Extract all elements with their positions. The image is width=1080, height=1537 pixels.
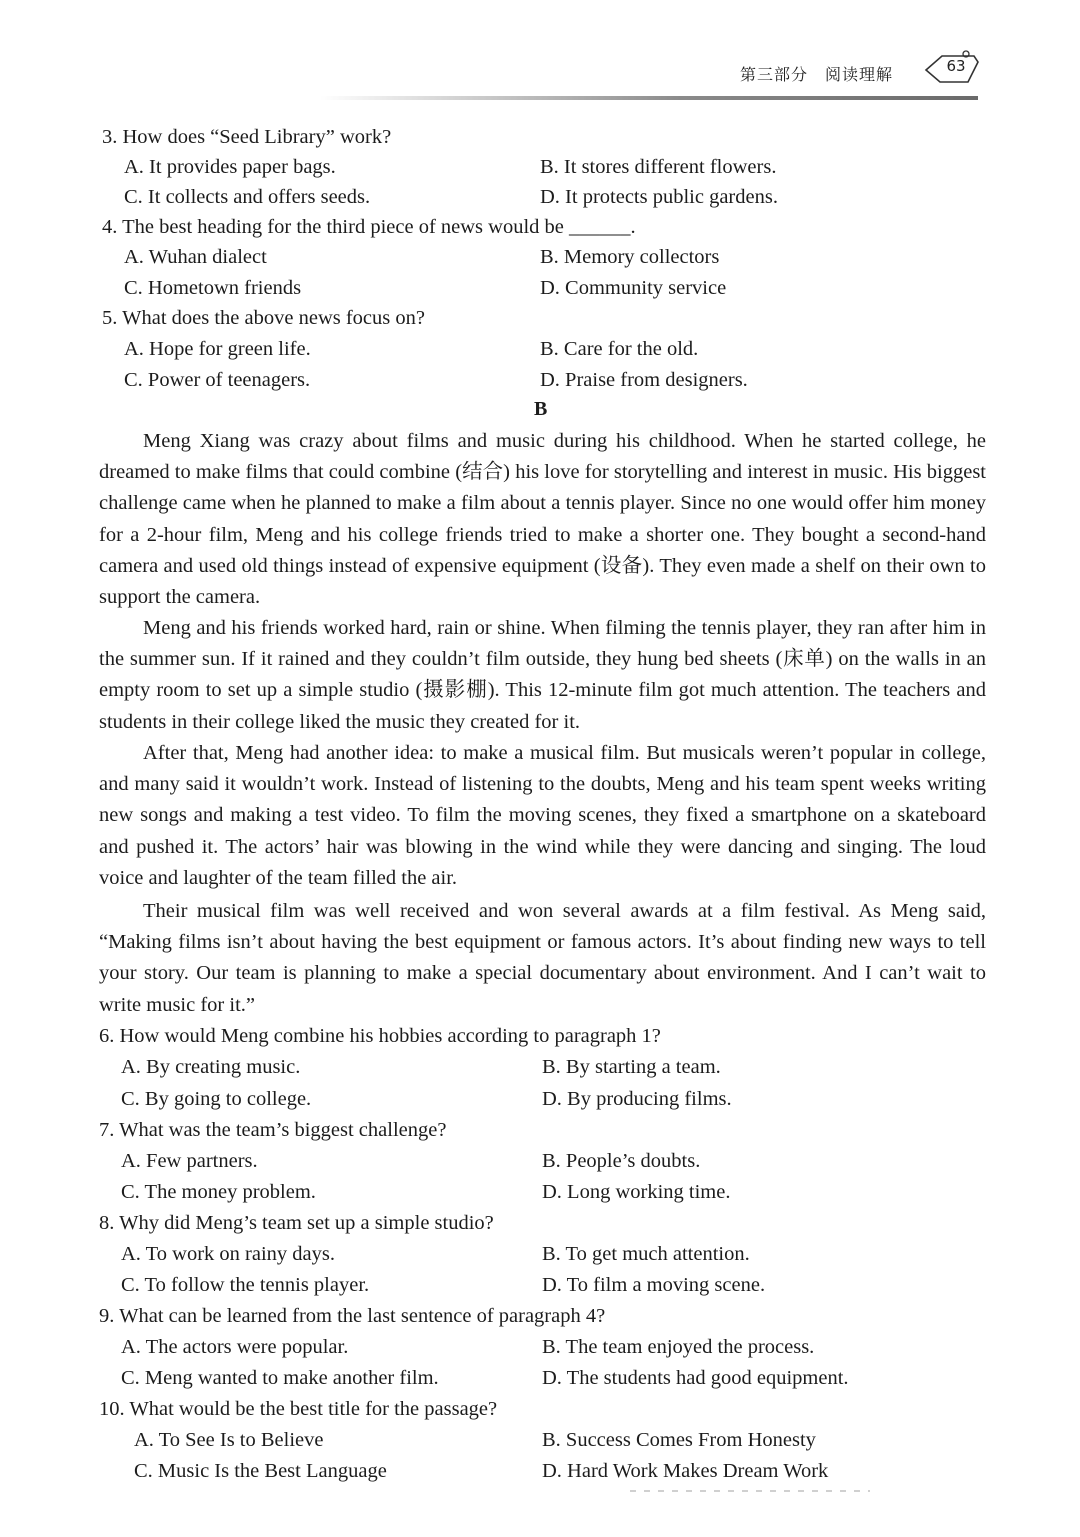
passage-label: B bbox=[534, 398, 548, 420]
option: B. Memory collectors bbox=[540, 246, 720, 268]
option: B. Care for the old. bbox=[540, 338, 699, 360]
question-stem: 5. What does the above news focus on? bbox=[102, 307, 425, 329]
option: D. Long working time. bbox=[542, 1181, 731, 1203]
question-stem: 7. What was the team’s biggest challenge? bbox=[99, 1119, 447, 1141]
option: C. Power of teenagers. bbox=[124, 369, 311, 391]
passage-paragraph-2: Meng and his friends worked hard, rain or shine. When filming the tennis player, they ran after him in the summer sun. If it rained and they couldn’t film outside, they hung bed sheets (床单) on the walls in an empty room to set up a simple studio (摄影棚). This 12-minute film got much attention. The teachers and students in their college liked the music they created for it. bbox=[99, 617, 986, 733]
option: A. By creating music. bbox=[121, 1056, 301, 1078]
option: B. People’s doubts. bbox=[542, 1150, 701, 1172]
option: C. The money problem. bbox=[121, 1181, 316, 1203]
option: B. Success Comes From Honesty bbox=[542, 1429, 816, 1451]
footer-decoration bbox=[630, 1490, 870, 1492]
option: B. The team enjoyed the process. bbox=[542, 1336, 815, 1358]
passage-paragraph-1: Meng Xiang was crazy about films and music during his childhood. When he started college, he dreamed to make films that could combine (结合) his love for storytelling and interest in music. His biggest challenge came when he planned to make a film about a tennis player. Since no one would offer him money for a 2-hour film, Meng and his college friends tried to make a shorter one. They bought a second-hand camera and used old things instead of expensive equipment (设备). They even made a shelf on their own to support the camera. bbox=[99, 430, 986, 609]
question-stem: 9. What can be learned from the last sentence of paragraph 4? bbox=[99, 1305, 606, 1327]
option: A. Hope for green life. bbox=[124, 338, 311, 360]
option: D. By producing films. bbox=[542, 1088, 732, 1110]
question-stem: 10. What would be the best title for the passage? bbox=[99, 1398, 498, 1420]
option: D. The students had good equipment. bbox=[542, 1367, 849, 1389]
option: D. It protects public gardens. bbox=[540, 186, 778, 208]
question-stem: 6. How would Meng combine his hobbies according to paragraph 1? bbox=[99, 1025, 661, 1047]
option: A. The actors were popular. bbox=[121, 1336, 349, 1358]
option: D. Praise from designers. bbox=[540, 369, 748, 391]
option: B. By starting a team. bbox=[542, 1056, 721, 1078]
passage-paragraph-3: After that, Meng had another idea: to make a musical film. But musicals weren’t popular in college, and many said it wouldn’t work. Instead of listening to the doubts, Meng and his team spent weeks writing new songs and making a test video. To film the moving scenes, they fixed a smartphone on a skateboard and pushed it. The actors’ hair was blowing in the wind while they were dancing and singing. The loud voice and laughter of the team filled the air. bbox=[99, 742, 986, 889]
option: B. To get much attention. bbox=[542, 1243, 750, 1265]
option: C. Music Is the Best Language bbox=[134, 1460, 387, 1482]
option: B. It stores different flowers. bbox=[540, 156, 777, 178]
option: C. By going to college. bbox=[121, 1088, 312, 1110]
option: C. To follow the tennis player. bbox=[121, 1274, 370, 1296]
header-rule bbox=[320, 96, 978, 100]
option: A. It provides paper bags. bbox=[124, 156, 336, 178]
option: A. To work on rainy days. bbox=[121, 1243, 335, 1265]
question-stem: 8. Why did Meng’s team set up a simple studio? bbox=[99, 1212, 494, 1234]
option: C. It collects and offers seeds. bbox=[124, 186, 371, 208]
question-stem: 3. How does “Seed Library” work? bbox=[102, 126, 392, 148]
section-title: 第三部分 阅读理解 bbox=[740, 65, 894, 84]
option: D. Hard Work Makes Dream Work bbox=[542, 1460, 829, 1482]
option: A. Few partners. bbox=[121, 1150, 258, 1172]
option: A. Wuhan dialect bbox=[124, 246, 267, 268]
option: A. To See Is to Believe bbox=[134, 1429, 324, 1451]
option: C. Hometown friends bbox=[124, 277, 302, 299]
question-stem: 4. The best heading for the third piece of news would be ______. bbox=[102, 216, 636, 238]
option: D. Community service bbox=[540, 277, 727, 299]
option: D. To film a moving scene. bbox=[542, 1274, 766, 1296]
option: C. Meng wanted to make another film. bbox=[121, 1367, 439, 1389]
passage-paragraph-4: Their musical film was well received and won several awards at a film festival. As Meng said, “Making films isn’t about having the best equipment or famous actors. It’s about finding new ways to tell your story. Our team is planning to make a special documentary about environment. And I can’t wait to write music for it.” bbox=[99, 900, 986, 1016]
page-number-badge bbox=[922, 48, 982, 88]
page-number: 63 bbox=[946, 57, 966, 75]
